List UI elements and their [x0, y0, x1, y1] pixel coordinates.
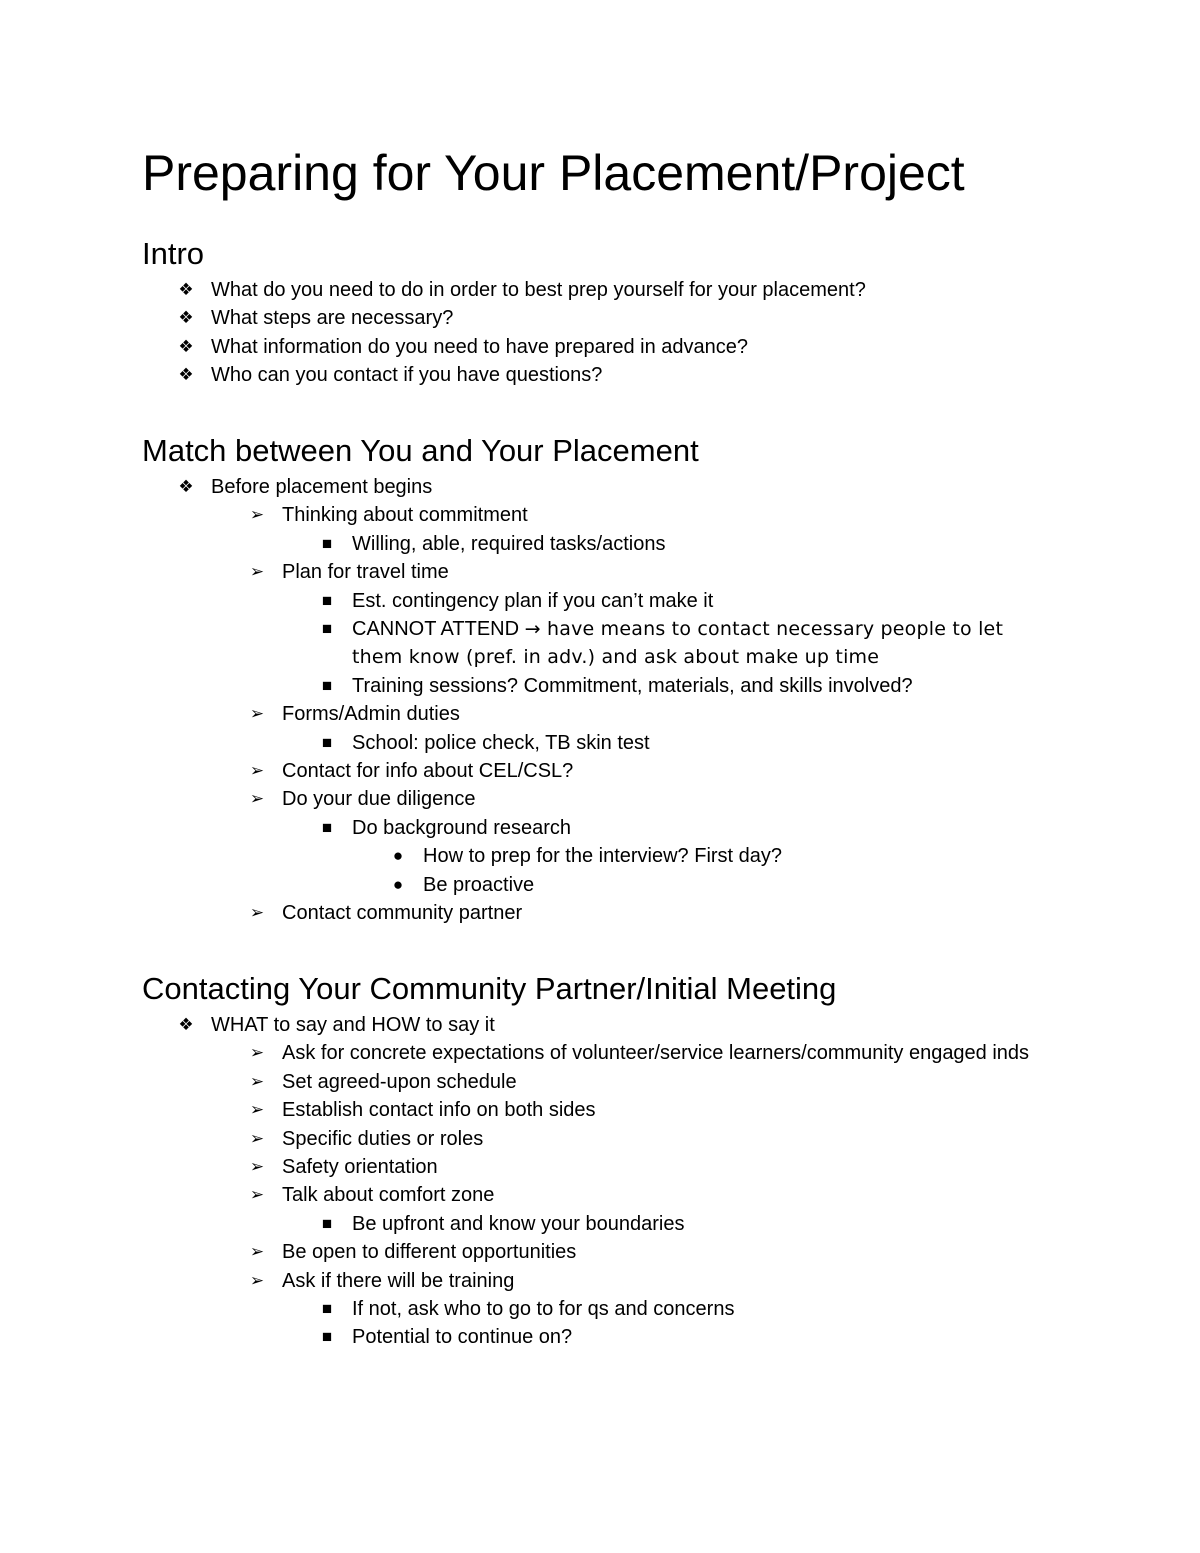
arrowhead-bullet-icon: ➢ [249, 1270, 265, 1290]
list-item: ● How to prep for the interview? First day? [142, 842, 1102, 870]
list-item: ➢ Safety orientation [142, 1153, 1102, 1181]
dot-bullet-icon: ● [392, 846, 404, 866]
arrowhead-bullet-icon: ➢ [249, 704, 265, 724]
intro-heading: Intro [142, 236, 205, 271]
list-item: ➢ Ask for concrete expectations of volunteer/service learners/community engaged inds [142, 1039, 1102, 1067]
list-item: ■ School: police check, TB skin test [142, 729, 1102, 757]
arrowhead-bullet-icon: ➢ [249, 1185, 265, 1205]
list-item: ➢ Forms/Admin duties [142, 700, 1102, 728]
arrowhead-bullet-icon: ➢ [249, 789, 265, 809]
list-item: ❖ Before placement begins [142, 473, 1102, 501]
arrowhead-bullet-icon: ➢ [249, 1128, 265, 1148]
square-bullet-icon: ■ [321, 1299, 333, 1319]
arrowhead-bullet-icon: ➢ [249, 761, 265, 781]
diamond-bullet-icon: ❖ [178, 477, 194, 496]
match-heading: Match between You and Your Placement [142, 433, 699, 468]
intro-section [142, 234, 1102, 390]
arrowhead-bullet-icon: ➢ [249, 1100, 265, 1120]
list-item: ➢ Ask if there will be training [142, 1267, 1102, 1295]
list-item: ■ Willing, able, required tasks/actions [142, 530, 1102, 558]
list-item: ❖ WHAT to say and HOW to say it [142, 1011, 1102, 1039]
list-item: ■ Do background research [142, 814, 1102, 842]
diamond-bullet-icon: ❖ [178, 365, 194, 385]
square-bullet-icon: ■ [321, 533, 333, 553]
list-item: ● Be proactive [142, 871, 1102, 899]
page-title: Preparing for Your Placement/Project [142, 145, 965, 201]
diamond-bullet-icon: ❖ [178, 280, 194, 299]
contacting-heading: Contacting Your Community Partner/Initial Meeting [142, 971, 837, 1006]
square-bullet-icon: ■ [321, 817, 333, 837]
list-item: ■ Est. contingency plan if you can’t make it [142, 587, 1102, 615]
match-list [142, 473, 1102, 928]
arrowhead-bullet-icon: ➢ [249, 903, 265, 923]
arrowhead-bullet-icon: ➢ [249, 1071, 265, 1091]
intro-list [142, 276, 1102, 390]
arrowhead-bullet-icon: ➢ [249, 562, 265, 582]
square-bullet-icon: ■ [321, 675, 333, 695]
list-item: ➢ Do your due diligence [142, 785, 1102, 813]
list-item: ➢ Specific duties or roles [142, 1125, 1102, 1153]
list-item: ■ Training sessions? Commitment, materials, and skills involved? [142, 672, 1102, 700]
list-item: ➢ Set agreed-upon schedule [142, 1068, 1102, 1096]
list-item: ■ If not, ask who to go to for qs and concerns [142, 1295, 1102, 1323]
list-item: ➢ Talk about comfort zone [142, 1181, 1102, 1209]
list-item: ➢ Thinking about commitment [142, 501, 1102, 529]
arrowhead-bullet-icon: ➢ [249, 1157, 265, 1177]
contacting-section [142, 969, 1102, 1352]
diamond-bullet-icon: ❖ [178, 1015, 194, 1034]
list-item: ➢ Be open to different opportunities [142, 1238, 1102, 1266]
square-bullet-icon: ■ [321, 1213, 333, 1233]
list-item: ❖ What steps are necessary? [142, 304, 1102, 332]
square-bullet-icon: ■ [321, 590, 333, 610]
dot-bullet-icon: ● [392, 874, 404, 894]
contacting-list [142, 1011, 1102, 1352]
list-item: ■ CANNOT ATTEND → have means to contact necessary people to let them know (pref. in adv.) and ask about make up time [142, 615, 1102, 672]
match-section [142, 431, 1102, 928]
diamond-bullet-icon: ❖ [178, 308, 194, 328]
list-item: ■ Be upfront and know your boundaries [142, 1210, 1102, 1238]
diamond-bullet-icon: ❖ [178, 336, 194, 356]
arrowhead-bullet-icon: ➢ [249, 1043, 265, 1063]
list-item: ➢ Plan for travel time [142, 558, 1102, 586]
arrowhead-bullet-icon: ➢ [249, 505, 265, 525]
list-item: ❖ What information do you need to have prepared in advance? [142, 333, 1102, 361]
list-item: ➢ Establish contact info on both sides [142, 1096, 1102, 1124]
list-item: ■ Potential to continue on? [142, 1323, 1102, 1351]
square-bullet-icon: ■ [321, 732, 333, 752]
list-item: ➢ Contact community partner [142, 899, 1102, 927]
square-bullet-icon: ■ [321, 619, 333, 639]
list-item: ❖ Who can you contact if you have questions? [142, 361, 1102, 389]
list-item: ➢ Contact for info about CEL/CSL? [142, 757, 1102, 785]
square-bullet-icon: ■ [321, 1327, 333, 1347]
arrowhead-bullet-icon: ➢ [249, 1242, 265, 1262]
list-item: ❖ What do you need to do in order to best prep yourself for your placement? [142, 276, 1102, 304]
